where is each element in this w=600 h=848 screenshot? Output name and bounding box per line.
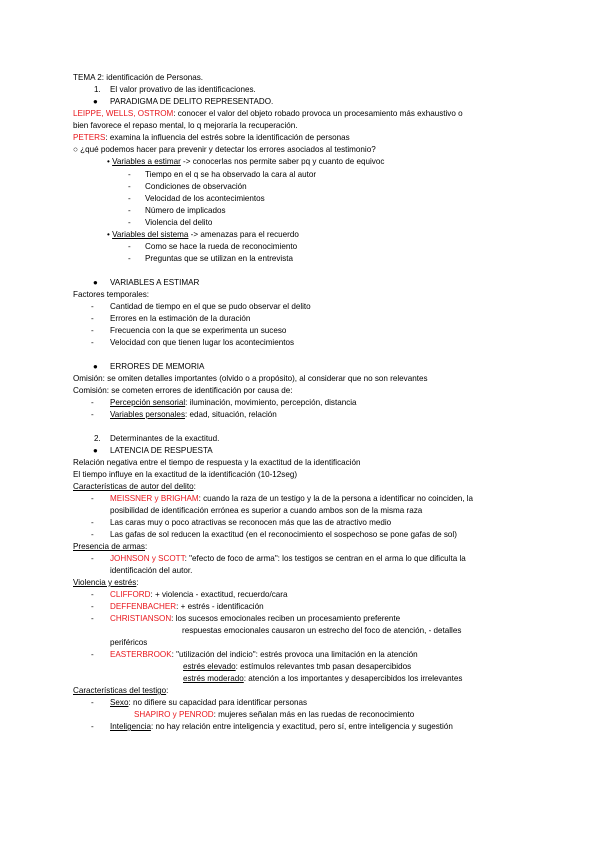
bullet-icon: ● xyxy=(93,278,98,287)
dash-icon: - xyxy=(91,302,94,311)
dash-icon: - xyxy=(91,554,94,563)
dash-icon: - xyxy=(91,590,94,599)
peters-text: : examina la influencia del estrés sobre la identificación de personas xyxy=(105,133,350,142)
meissner-text: : cuando la raza de un testigo y la de la persona a identificar no coinciden, la xyxy=(198,494,474,503)
dash-icon: - xyxy=(91,614,94,623)
dash-icon: - xyxy=(91,530,94,539)
bullet-icon: ● xyxy=(93,362,98,371)
johnson-line xyxy=(110,553,466,564)
list-item: Tiempo en el q se ha observado la cara al autor xyxy=(145,170,317,179)
variables-sistema-label: Variables del sistema xyxy=(112,230,189,239)
colon: : xyxy=(136,578,139,587)
list-item: Frecuencia con la que se experimenta un suceso xyxy=(110,326,287,335)
percepcion-label: Percepción sensorial xyxy=(110,398,186,407)
personales-line xyxy=(110,409,277,420)
caras-line: Las caras muy o poco atractivas se reconocen más que las de atractivo medio xyxy=(110,518,392,527)
dash-icon: - xyxy=(128,182,131,191)
presencia-heading xyxy=(73,541,147,552)
colon: : xyxy=(193,482,196,491)
johnson-line-2: identificación del autor. xyxy=(110,566,193,575)
item-1-number: 1. xyxy=(94,85,101,94)
author-name: CLIFFORD xyxy=(110,590,151,599)
clifford-text: : + violencia - exactitud, recuerdo/cara xyxy=(150,590,288,599)
factores-label: Factores temporales: xyxy=(73,290,150,299)
personales-text: : edad, situación, relación xyxy=(185,410,277,419)
dash-icon: - xyxy=(91,494,94,503)
dash-icon: - xyxy=(91,410,94,419)
variables-estimar-text: -> conocerlas nos permite saber pq y cuanto de equivoc xyxy=(180,157,385,166)
shapiro-text: : mujeres señalan más en las ruedas de reconocimiento xyxy=(213,710,415,719)
gafas-line: Las gafas de sol reducen la exactitud (en el reconocimiento el sospechoso se pone gafas de sol) xyxy=(110,530,457,539)
author-name: CHRISTIANSON xyxy=(110,614,172,623)
colon: : xyxy=(144,542,148,551)
leippe-text: : conocer el valor del objeto robado provoca un procesamiento más exhaustivo o xyxy=(173,109,463,118)
dash-icon: - xyxy=(91,722,94,731)
comision-line: Comisión: se cometen errores de identificación por causa de: xyxy=(73,386,293,395)
estres-elevado-label: estrés elevado xyxy=(183,662,236,671)
deffenbacher-text: : + estrés - identificación xyxy=(176,602,264,611)
author-name: PETERS xyxy=(73,133,106,142)
estres-elevado-text: : estímulos relevantes tmb pasan desapercibidos xyxy=(235,662,412,671)
list-item: Velocidad de los acontecimientos xyxy=(145,194,265,203)
dash-icon: - xyxy=(91,698,94,707)
estres-elevado-line xyxy=(183,661,411,672)
list-item: Errores en la estimación de la duración xyxy=(110,314,251,323)
inteligencia-line xyxy=(110,721,453,732)
dash-icon: - xyxy=(128,170,131,179)
dash-icon: - xyxy=(91,602,94,611)
latencia-line-1: Relación negativa entre el tiempo de respuesta y la exactitud de la identificación xyxy=(73,458,361,467)
dash-icon: - xyxy=(128,206,131,215)
title-line: TEMA 2: identificación de Personas. xyxy=(73,73,204,82)
dash-icon: - xyxy=(91,338,94,347)
inteligencia-label: Inteligencia xyxy=(110,722,151,731)
variables-sistema-text: -> amenazas para el recuerdo xyxy=(188,230,299,239)
dash-icon: - xyxy=(91,518,94,527)
list-item: Preguntas que se utilizan en la entrevista xyxy=(145,254,294,263)
easterbrook-text: : "utilización del indicio": estrés provoca una limitación en la atención xyxy=(171,650,418,659)
latencia-line-2: El tiempo influye en la exactitud de la identificación (10-12seg) xyxy=(73,470,298,479)
bullet-icon: ● xyxy=(93,97,98,106)
bullet-icon: • xyxy=(107,157,113,166)
author-name: SHAPIRO y PENROD xyxy=(134,710,214,719)
list-item: Velocidad con que tienen lugar los acontecimientos xyxy=(110,338,295,347)
personales-label: Variables personales xyxy=(110,410,185,419)
estres-moderado-line xyxy=(183,673,462,684)
list-item: Número de implicados xyxy=(145,206,226,215)
sexo-label: Sexo xyxy=(110,698,129,707)
sexo-text: : no difiere su capacidad para identificar personas xyxy=(128,698,308,707)
dash-icon: - xyxy=(91,314,94,323)
caract-testigo-heading xyxy=(73,685,168,696)
list-item: Como se hace la rueda de reconocimiento xyxy=(145,242,298,251)
question-line: ○ ¿qué podemos hacer para prevenir y detectar los errores asociados al testimonio? xyxy=(73,145,376,154)
latencia-heading: LATENCIA DE RESPUESTA xyxy=(110,446,213,455)
leippe-line-2: bien favorece el repaso mental, lo q mejoraría la recuperación. xyxy=(73,121,298,130)
presencia-label: Presencia de armas xyxy=(73,542,145,551)
clifford-line xyxy=(110,589,287,600)
dash-icon: - xyxy=(91,650,94,659)
author-name: MEISSNER y BRIGHAM xyxy=(110,494,199,503)
variables-estimar-line xyxy=(107,156,384,167)
leippe-line xyxy=(73,108,463,119)
item-2-number: 2. xyxy=(94,434,101,443)
dash-icon: - xyxy=(128,254,131,263)
omision-line: Omisión: se omiten detalles importantes (olvido o a propósito), al considerar que no son relevantes xyxy=(73,374,428,383)
item-2-text: Determinantes de la exactitud. xyxy=(110,434,220,443)
easterbrook-line xyxy=(110,649,418,660)
dash-icon: - xyxy=(91,398,94,407)
deffenbacher-line xyxy=(110,601,264,612)
bullet-icon: ● xyxy=(93,446,98,455)
author-name: DEFFENBACHER xyxy=(110,602,177,611)
percepcion-text: : iluminación, movimiento, percepción, distancia xyxy=(185,398,357,407)
author-name: JOHNSON y SCOTT xyxy=(110,554,185,563)
variables-sistema-line xyxy=(107,229,299,240)
bullet-icon: • xyxy=(107,230,113,239)
christianson-line-2: respuestas emocionales causaron un estrecho del foco de atención, - detalles xyxy=(182,626,462,635)
dash-icon: - xyxy=(91,326,94,335)
list-item: Condiciones de observación xyxy=(145,182,247,191)
inteligencia-text: : no hay relación entre inteligencia y exactitud, pero sí, entre inteligencia y sugestión xyxy=(150,722,453,731)
estres-moderado-text: : atención a los importantes y desapercibidos los irrelevantes xyxy=(243,674,463,683)
caract-autor-heading xyxy=(73,481,196,492)
dash-icon: - xyxy=(128,218,131,227)
dash-icon: - xyxy=(128,242,131,251)
violencia-label: Violencia y estrés xyxy=(73,578,137,587)
christianson-text: : los sucesos emocionales reciben un procesamiento preferente xyxy=(171,614,401,623)
percepcion-line xyxy=(110,397,357,408)
meissner-line-2: posibilidad de identificación errónea es superior a cuando ambos son de la misma raza xyxy=(110,506,423,515)
meissner-line xyxy=(110,493,473,504)
christianson-line xyxy=(110,613,400,624)
paradigma-heading: PARADIGMA DE DELITO REPRESENTADO. xyxy=(110,97,274,106)
johnson-text: : "efecto de foco de arma": los testigos se centran en el arma lo que dificulta la xyxy=(184,554,466,563)
christianson-line-3: periféricos xyxy=(110,638,148,647)
author-name: EASTERBROOK xyxy=(110,650,172,659)
variables-estimar-heading: VARIABLES A ESTIMAR xyxy=(110,278,200,287)
estres-moderado-label: estrés moderado xyxy=(183,674,244,683)
peters-line xyxy=(73,132,350,143)
caract-testigo-label: Características del testigo xyxy=(73,686,167,695)
list-item: Violencia del delito xyxy=(145,218,213,227)
item-1-text: El valor provativo de las identificaciones. xyxy=(110,85,256,94)
variables-estimar-label: Variables a estimar xyxy=(112,157,181,166)
errores-heading: ERRORES DE MEMORIA xyxy=(110,362,205,371)
list-item: Cantidad de tiempo en el que se pudo observar el delito xyxy=(110,302,311,311)
caract-autor-label: Características de autor del delito xyxy=(73,482,194,491)
sexo-line xyxy=(110,697,307,708)
shapiro-line xyxy=(134,709,414,720)
dash-icon: - xyxy=(128,194,131,203)
violencia-heading xyxy=(73,577,139,588)
colon: : xyxy=(166,686,169,695)
author-name: LEIPPE, WELLS, OSTROM xyxy=(73,109,174,118)
